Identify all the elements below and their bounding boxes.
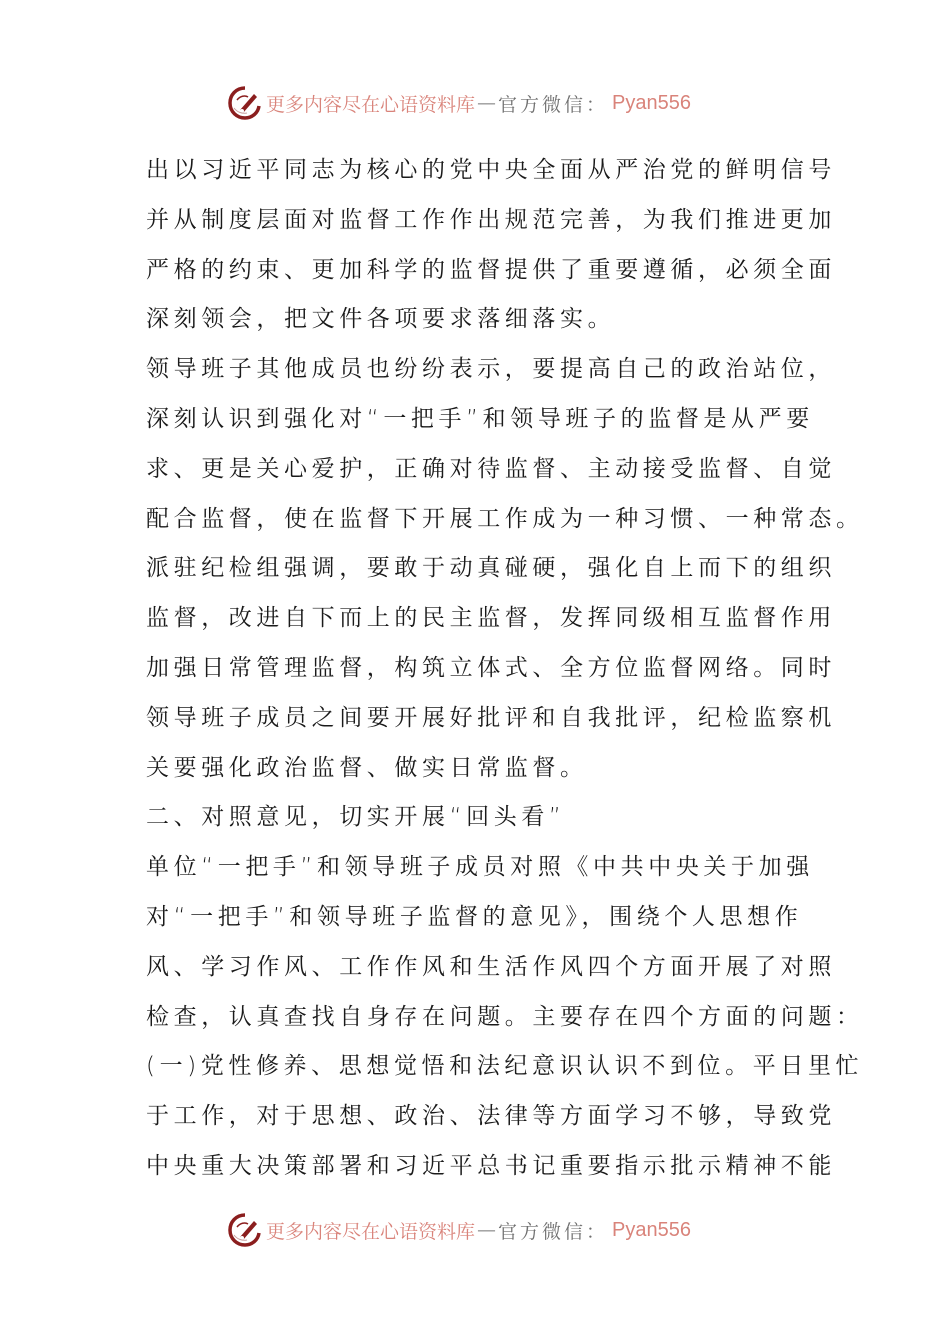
header-watermark-banner <box>228 85 691 121</box>
text-line: 加强日常管理监督，构筑立体式、全方位监督网络。同时 <box>146 654 836 681</box>
quill-pen-logo-icon <box>228 1213 262 1247</box>
dash-separator: — <box>477 1219 497 1241</box>
text-line: 监督，改进自下而上的民主监督，发挥同级相互监督作用 <box>146 605 836 632</box>
text-line: 对“一把手”和领导班子监督的意见》，围绕个人思想作 <box>146 903 803 930</box>
text-line: 关要强化政治监督、做实日常监督。 <box>146 754 588 781</box>
text-line: 严格的约束、更加科学的监督提供了重要遵循，必须全面 <box>146 256 836 283</box>
document-body <box>146 146 864 1192</box>
text-line: 派驻纪检组强调，要敢于动真碰硬，强化自上而下的组织 <box>146 555 836 582</box>
brand-text: 更多内容尽在心语资料库 <box>266 93 476 116</box>
footer-watermark-banner <box>228 1212 691 1248</box>
section-heading: 二、对照意见，切实开展“回头看” <box>146 804 566 831</box>
subsection-line: (一)党性修养、思想觉悟和法纪意识认识不到位。平日里忙 <box>146 1053 864 1080</box>
text-line: 配合监督，使在监督下开展工作成为一种习惯、一种常态。 <box>146 505 864 532</box>
text-line: 中央重大决策部署和习近平总书记重要指示批示精神不能 <box>146 1152 836 1179</box>
quill-pen-logo-icon <box>228 86 262 120</box>
brand-text: 更多内容尽在心语资料库 <box>266 1220 476 1243</box>
wechat-label: 官方微信： <box>498 1220 609 1243</box>
text-line: 求、更是关心爱护，正确对待监督、主动接受监督、自觉 <box>146 455 836 482</box>
text-line: 风、学习作风、工作作风和生活作风四个方面开展了对照 <box>146 953 836 980</box>
text-line: 并从制度层面对监督工作作出规范完善，为我们推进更加 <box>146 206 836 233</box>
text-line: 深刻领会，把文件各项要求落细落实。 <box>146 306 616 333</box>
wechat-label: 官方微信： <box>498 93 609 116</box>
wechat-id: Pyan556 <box>612 1218 691 1241</box>
text-line: 单位“一把手”和领导班子成员对照《中共中央关于加强 <box>146 854 814 881</box>
text-line: 于工作，对于思想、政治、法律等方面学习不够，导致党 <box>146 1103 836 1130</box>
text-line: 领导班子成员之间要开展好批评和自我批评，纪检监察机 <box>146 704 836 731</box>
text-line: 出以习近平同志为核心的党中央全面从严治党的鲜明信号 <box>146 157 836 183</box>
dash-separator: — <box>477 92 497 114</box>
text-line: 深刻认识到强化对“一把手”和领导班子的监督是从严要 <box>146 405 814 432</box>
text-line: 检查，认真查找自身存在问题。主要存在四个方面的问题： <box>146 1003 864 1030</box>
wechat-id: Pyan556 <box>612 91 691 114</box>
text-line: 领导班子其他成员也纷纷表示，要提高自己的政治站位， <box>146 356 836 383</box>
